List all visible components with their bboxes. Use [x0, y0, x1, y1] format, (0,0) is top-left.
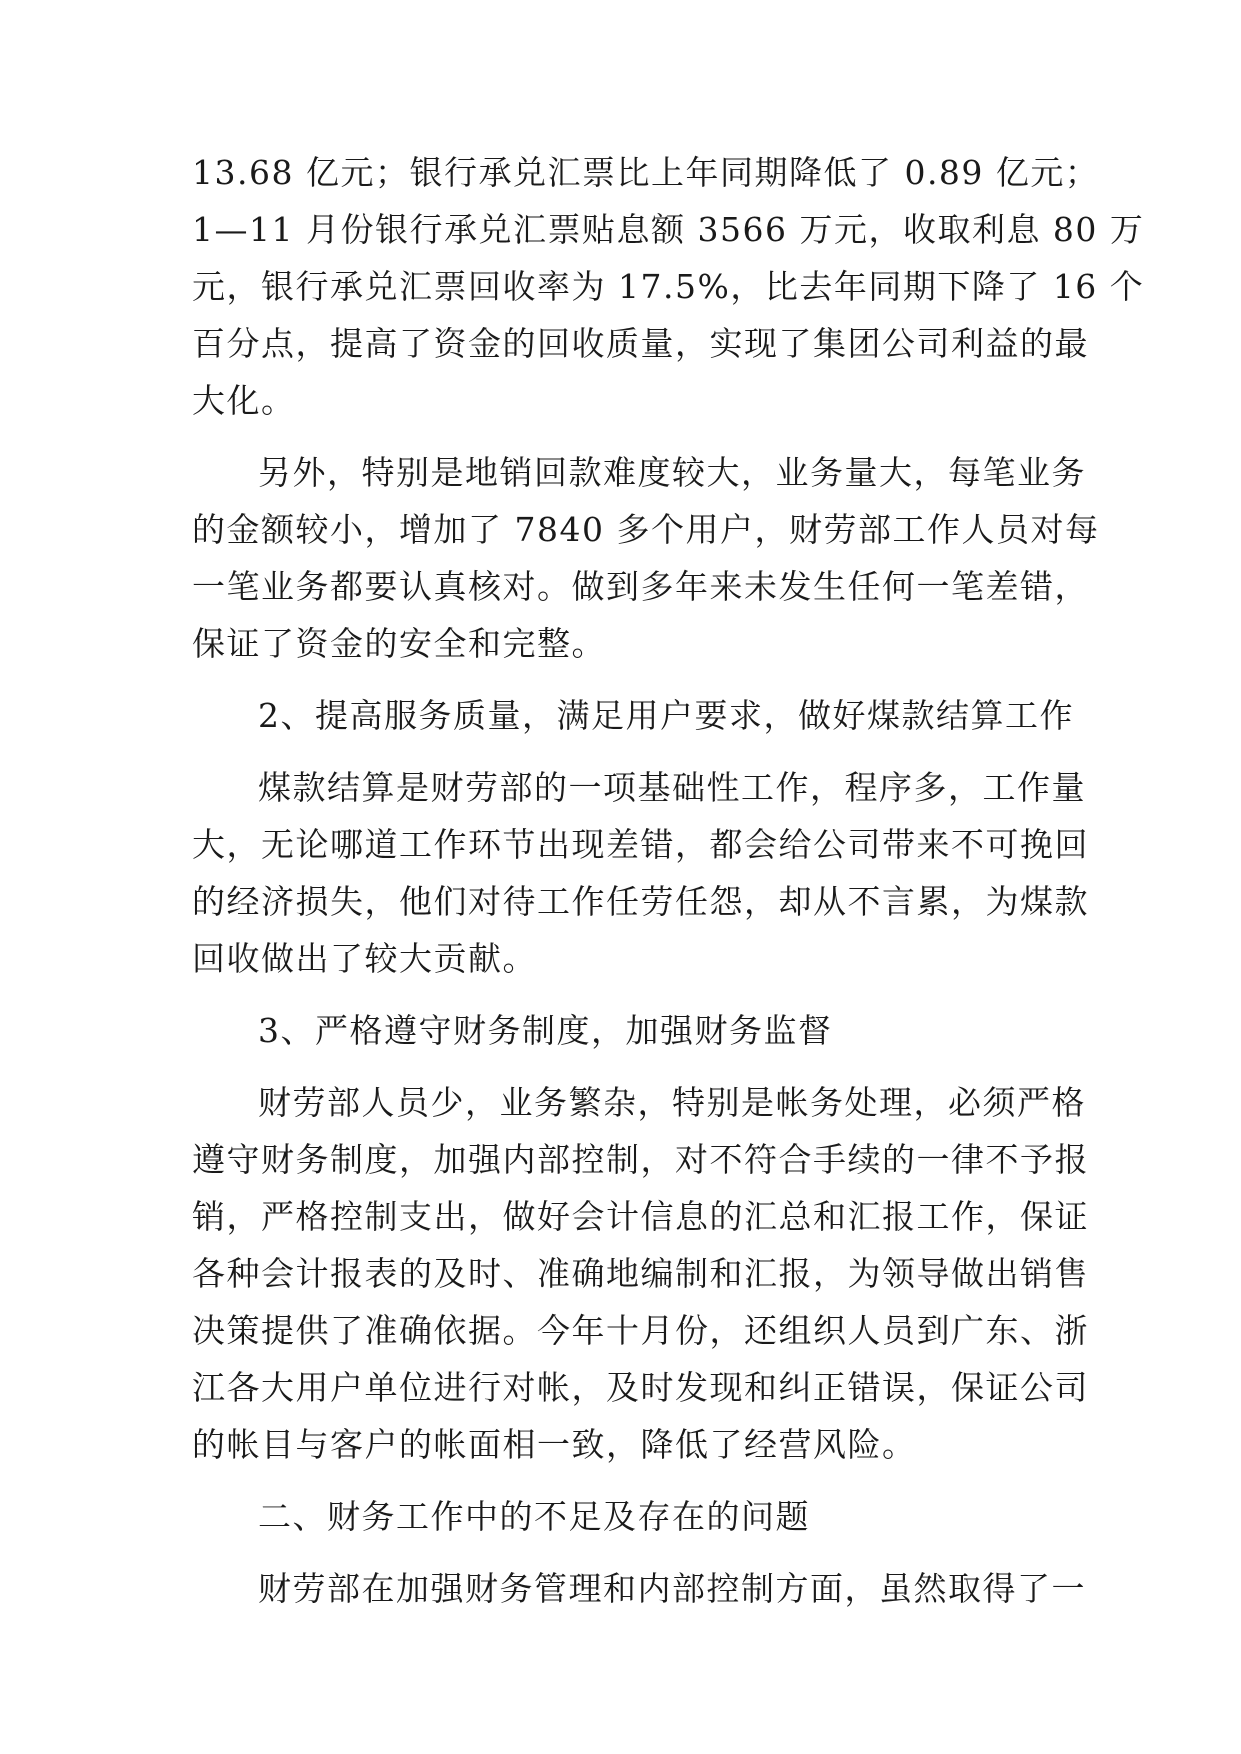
text-line: 的经济损失，他们对待工作任劳任怨，却从不言累，为煤款	[192, 882, 1089, 921]
text-line: 财劳部人员少，业务繁杂，特别是帐务处理，必须严格	[258, 1083, 1086, 1122]
text-line: 回收做出了较大贡献。	[192, 939, 537, 978]
text-line: 的金额较小，增加了 7840 多个用户，财劳部工作人员对每	[192, 510, 1100, 549]
text-line: 财劳部在加强财务管理和内部控制方面，虽然取得了一	[258, 1569, 1086, 1608]
text-line: 保证了资金的安全和完整。	[192, 624, 606, 663]
text-line: 一笔业务都要认真核对。做到多年来未发生任何一笔差错，	[192, 567, 1089, 606]
section-heading: 二、财务工作中的不足及存在的问题	[258, 1497, 810, 1536]
text-line: 13.68 亿元；银行承兑汇票比上年同期降低了 0.89 亿元；	[192, 153, 1100, 192]
text-line: 煤款结算是财劳部的一项基础性工作，程序多，工作量	[258, 768, 1086, 807]
text-line: 元，银行承兑汇票回收率为 17.5%，比去年同期下降了 16 个	[192, 267, 1145, 306]
text-line: 另外，特别是地销回款难度较大，业务量大，每笔业务	[258, 453, 1086, 492]
text-line: 各种会计报表的及时、准确地编制和汇报，为领导做出销售	[192, 1254, 1089, 1293]
text-line: 江各大用户单位进行对帐，及时发现和纠正错误，保证公司	[192, 1368, 1089, 1407]
text-line: 大化。	[192, 381, 296, 420]
text-line: 百分点，提高了资金的回收质量，实现了集团公司利益的最	[192, 324, 1089, 363]
section-heading: 3、严格遵守财务制度，加强财务监督	[258, 1011, 833, 1050]
text-line: 遵守财务制度，加强内部控制，对不符合手续的一律不予报	[192, 1140, 1089, 1179]
text-line: 决策提供了准确依据。今年十月份，还组织人员到广东、浙	[192, 1311, 1089, 1350]
text-line: 销，严格控制支出，做好会计信息的汇总和汇报工作，保证	[192, 1197, 1089, 1236]
text-line: 的帐目与客户的帐面相一致，降低了经营风险。	[192, 1425, 917, 1464]
text-line: 大，无论哪道工作环节出现差错，都会给公司带来不可挽回	[192, 825, 1089, 864]
section-heading: 2、提高服务质量，满足用户要求，做好煤款结算工作	[258, 696, 1074, 735]
text-line: 1—11 月份银行承兑汇票贴息额 3566 万元，收取利息 80 万	[192, 210, 1145, 249]
